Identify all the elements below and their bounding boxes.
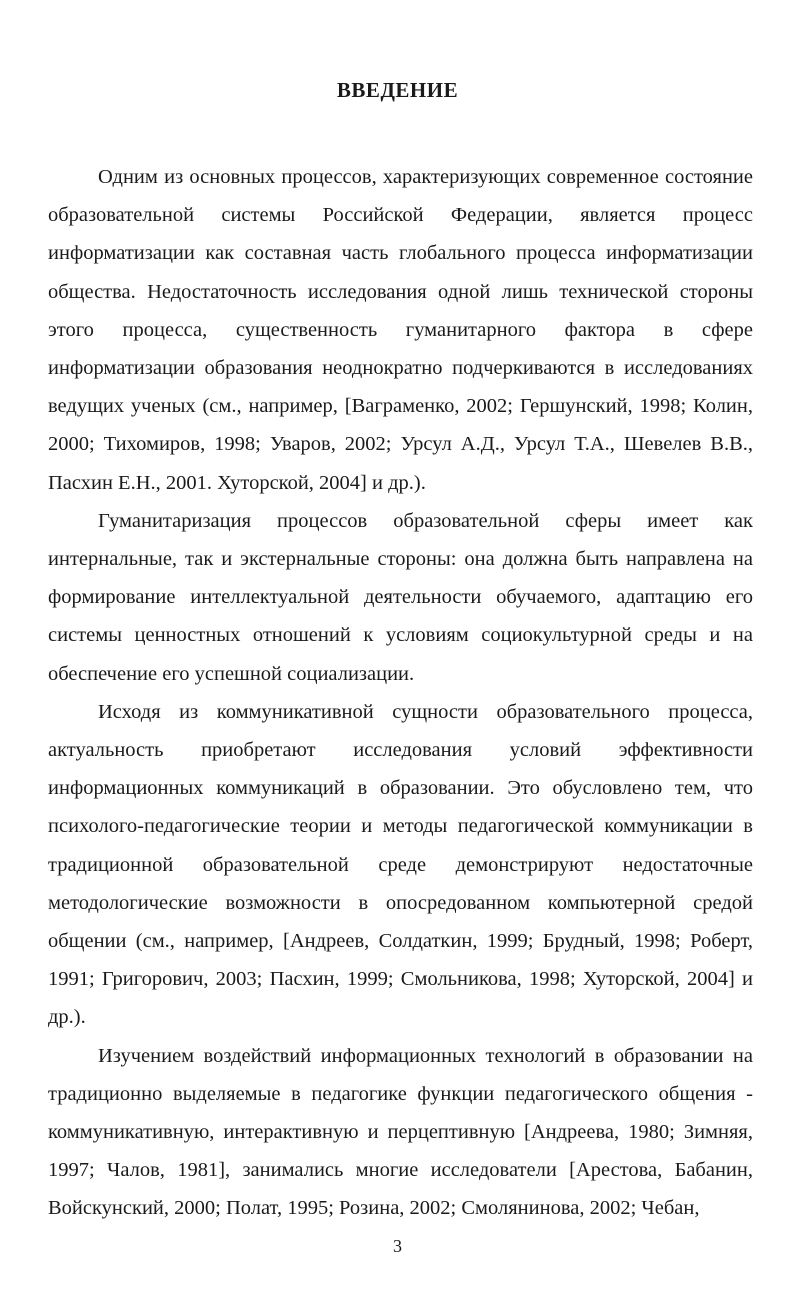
page-title: ВВЕДЕНИЕ	[336, 78, 459, 102]
paragraph-3: Исходя из коммуникативной сущности образовательного процесса, актуальность приобретают исследования условий эффективности информационных коммуникаций в образовании. Это обусловлено тем, что психолого-педагогические теории и методы педагогической коммуникации в традиционной образовательной среде демонстрируют недостаточные методологические возможности в опосредованном компьютерной средой общении (см., например, [Андреев, Солдаткин, 1999; Брудный, 1998; Роберт, 1991; Григорович, 2003; Пасхин, 1999; Смольникова, 1998; Хуторской, 2004] и др.).	[48, 700, 753, 1029]
paragraph-4: Изучением воздействий информационных технологий в образовании на традиционно выделяемые в педагогике функции педагогического общения - коммуникативную, интерактивную и перцептивную [Андреева, 1980; Зимняя, 1997; Чалов, 1981], занимались многие исследователи [Арестова, Бабанин, Войскунский, 2000; Полат, 1995; Розина, 2002; Смолянинова, 2002; Чебан,	[48, 1044, 753, 1220]
body-text	[48, 158, 753, 1228]
paragraph-1: Одним из основных процессов, характеризующих современное состояние образовательной системы Российской Федерации, является процесс информатизации как составная часть глобального процесса информатизации общества. Недостаточность исследования одной лишь технической стороны этого процесса, существенность гуманитарного фактора в сфере информатизации образования неоднократно подчеркиваются в исследованиях ведущих ученых (см., например, [Ваграменко, 2002; Гершунский, 1998; Колин, 2000; Тихомиров, 1998; Уваров, 2002; Урсул А.Д., Урсул Т.А., Шевелев В.В., Пасхин Е.Н., 2001. Хуторской, 2004] и др.).	[48, 166, 753, 494]
paragraph-2: Гуманитаризация процессов образовательной сферы имеет как интернальные, так и экстернальные стороны: она должна быть направлена на формирование интеллектуальной деятельности обучаемого, адаптацию его системы ценностных отношений к условиям социокультурной среды и на обеспечение его успешной социализации.	[48, 509, 753, 685]
page-number: 3	[393, 1236, 402, 1256]
